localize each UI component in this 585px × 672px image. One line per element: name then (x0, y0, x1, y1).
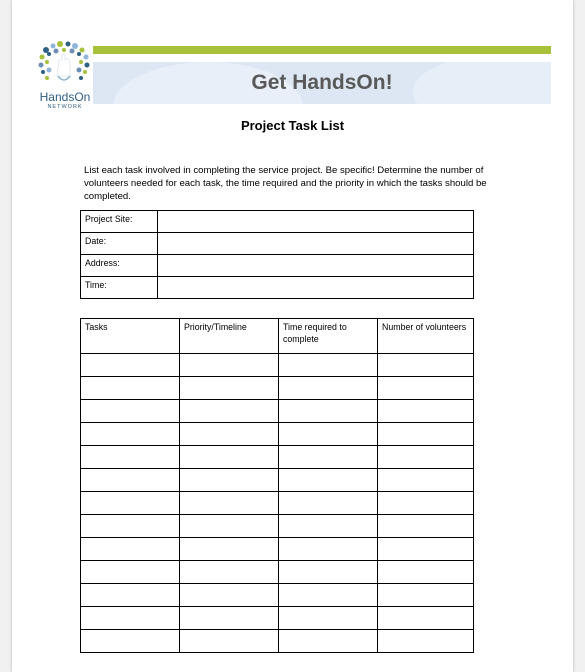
task-cell[interactable] (81, 515, 180, 538)
task-cell[interactable] (378, 377, 474, 400)
task-row (81, 423, 474, 446)
logo-name: HandsOn (39, 90, 91, 104)
task-cell[interactable] (180, 492, 279, 515)
task-cell[interactable] (378, 492, 474, 515)
task-cell[interactable] (378, 446, 474, 469)
task-cell[interactable] (180, 446, 279, 469)
task-cell[interactable] (279, 354, 378, 377)
logo-dots-icon (32, 40, 98, 90)
task-cell[interactable] (279, 630, 378, 653)
task-cell[interactable] (180, 561, 279, 584)
task-table-header (81, 319, 474, 354)
task-row (81, 607, 474, 630)
task-row (81, 538, 474, 561)
info-row (81, 277, 474, 299)
task-cell[interactable] (279, 469, 378, 492)
info-label: Date: (81, 233, 158, 255)
task-cell[interactable] (81, 354, 180, 377)
info-label: Time: (81, 277, 158, 299)
info-value-field[interactable] (158, 211, 474, 233)
task-cell[interactable] (180, 469, 279, 492)
header-volunteers: Number of volunteers (378, 319, 474, 354)
project-info-table (80, 210, 474, 299)
task-cell[interactable] (279, 561, 378, 584)
task-cell[interactable] (180, 354, 279, 377)
task-row (81, 354, 474, 377)
task-cell[interactable] (279, 377, 378, 400)
task-cell[interactable] (378, 584, 474, 607)
task-cell[interactable] (378, 400, 474, 423)
task-cell[interactable] (180, 400, 279, 423)
instructions-text: List each task involved in completing the service project. Be specific! Determine the number of volunteers needed for each task, the time required and the priority in which the tasks should be completed. (84, 165, 487, 202)
task-cell[interactable] (279, 607, 378, 630)
task-cell[interactable] (279, 446, 378, 469)
task-cell[interactable] (180, 607, 279, 630)
task-cell[interactable] (81, 400, 180, 423)
task-cell[interactable] (279, 492, 378, 515)
task-cell[interactable] (81, 561, 180, 584)
document-title: Project Task List (240, 118, 345, 133)
task-cell[interactable] (81, 607, 180, 630)
task-cell[interactable] (180, 630, 279, 653)
logo-subtitle: NETWORK (47, 104, 83, 110)
info-label: Project Site: (81, 211, 158, 233)
task-cell[interactable] (378, 538, 474, 561)
task-cell[interactable] (378, 469, 474, 492)
header-time-required: Time required to complete (279, 319, 378, 354)
task-row (81, 630, 474, 653)
banner-title: Get HandsOn! (251, 71, 393, 94)
task-cell[interactable] (279, 515, 378, 538)
task-cell[interactable] (81, 423, 180, 446)
info-label: Address: (81, 255, 158, 277)
task-row (81, 400, 474, 423)
info-value-field[interactable] (158, 277, 474, 299)
document-page (12, 0, 573, 672)
task-table (80, 318, 474, 653)
task-cell[interactable] (81, 630, 180, 653)
task-cell[interactable] (279, 584, 378, 607)
task-cell[interactable] (81, 538, 180, 561)
task-cell[interactable] (378, 515, 474, 538)
task-cell[interactable] (279, 423, 378, 446)
header-tasks: Tasks (81, 319, 180, 354)
info-value-field[interactable] (158, 255, 474, 277)
header-priority: Priority/Timeline (180, 319, 279, 354)
info-value-field[interactable] (158, 233, 474, 255)
task-cell[interactable] (180, 515, 279, 538)
task-row (81, 515, 474, 538)
info-row (81, 255, 474, 277)
task-cell[interactable] (180, 423, 279, 446)
task-row (81, 492, 474, 515)
task-cell[interactable] (81, 469, 180, 492)
task-row (81, 584, 474, 607)
task-row (81, 469, 474, 492)
header-banner (93, 62, 551, 104)
task-cell[interactable] (378, 561, 474, 584)
task-cell[interactable] (81, 377, 180, 400)
task-cell[interactable] (378, 423, 474, 446)
task-cell[interactable] (279, 400, 378, 423)
task-cell[interactable] (180, 377, 279, 400)
task-cell[interactable] (378, 630, 474, 653)
task-cell[interactable] (378, 354, 474, 377)
task-cell[interactable] (81, 492, 180, 515)
task-cell[interactable] (378, 607, 474, 630)
accent-bar (93, 46, 551, 54)
task-cell[interactable] (279, 538, 378, 561)
task-cell[interactable] (81, 446, 180, 469)
task-row (81, 446, 474, 469)
handson-logo (32, 40, 98, 116)
task-row (81, 377, 474, 400)
info-row (81, 233, 474, 255)
task-cell[interactable] (81, 584, 180, 607)
info-row (81, 211, 474, 233)
task-cell[interactable] (180, 584, 279, 607)
task-row (81, 561, 474, 584)
task-cell[interactable] (180, 538, 279, 561)
